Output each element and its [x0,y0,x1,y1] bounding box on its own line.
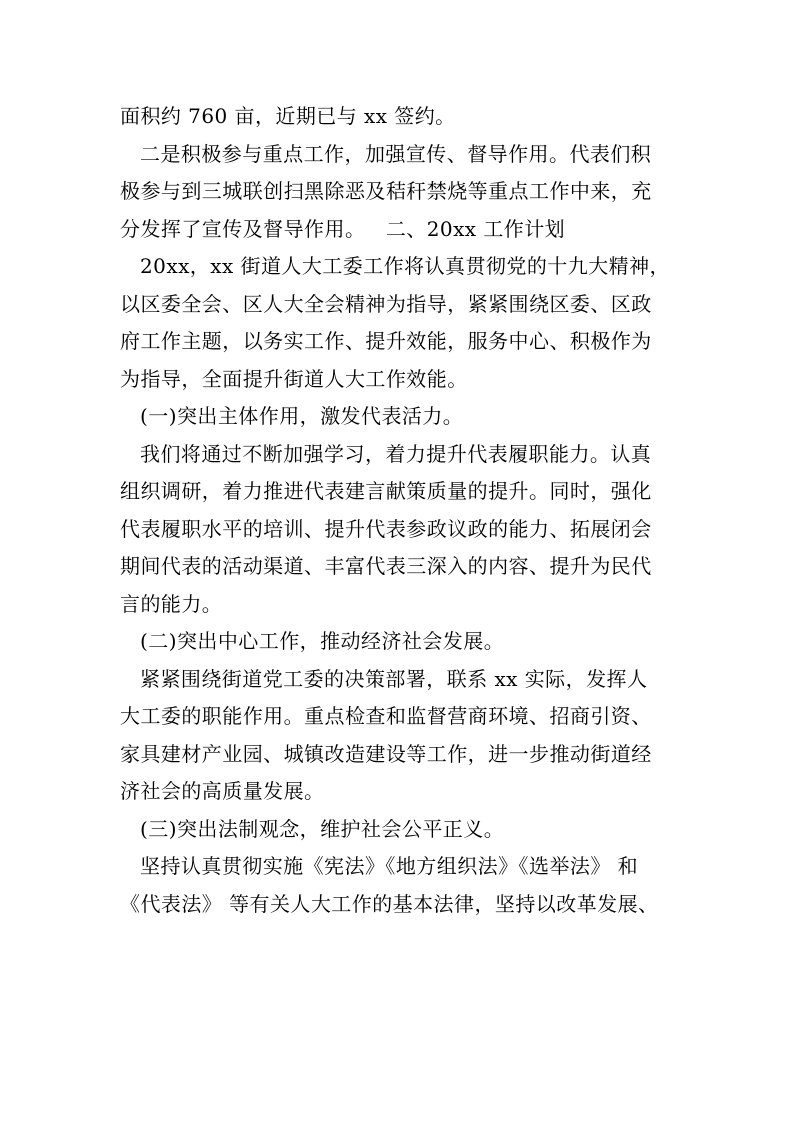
document-body [120,98,690,923]
section-heading: (三)突出法制观念，维护社会公平正义。 [140,816,505,841]
text-line: 府工作主题，以务实工作、提升效能，服务中心、积极作为 [120,329,652,353]
text-line: 为指导，全面提升街道人大工作效能。 [120,366,468,391]
text-line: 大工委的职能作用。重点检查和监督营商环境、招商引资、 [120,704,652,728]
text-line: 言的能力。 [120,591,223,616]
text-line: 紧紧围绕街道党工委的决策部署，联系 xx 实际，发挥人 [140,666,648,691]
section-heading: (二)突出中心工作，推动经济社会发展。 [140,629,505,653]
text-line: 坚持认真贯彻实施《宪法》《地方组织法》《选举法》 和 [140,854,639,878]
text-line: 济社会的高质量发展。 [120,779,325,803]
text-line: 二是积极参与重点工作，加强宣传、督导作用。代表们积 [140,141,652,166]
text-line: 期间代表的活动渠道、丰富代表三深入的内容、提升为民代 [120,554,652,578]
text-line: 极参与到三城联创扫黑除恶及秸秆禁烧等重点工作中来，充 [120,179,652,203]
text-line: 20xx，xx 街道人大工委工作将认真贯彻党的十九大精神， [140,254,670,278]
text-line: 面积约 760 亩，近期已与 xx 签约。 [120,104,456,128]
section-heading: (一)突出主体作用，激发代表活力。 [140,404,464,428]
text-line: 我们将通过不断加强学习，着力提升代表履职能力。认真 [140,441,652,466]
text-line: 代表履职水平的培训、提升代表参政议政的能力、拓展闭会 [120,516,652,541]
text-line: 组织调研，着力推进代表建言献策质量的提升。同时，强化 [120,479,652,503]
text-line: 分发挥了宣传及督导作用。 二、20xx 工作计划 [120,216,566,241]
text-line: 家具建材产业园、城镇改造建设等工作，进一步推动街道经 [120,741,652,766]
text-line: 以区委全会、区人大全会精神为指导，紧紧围绕区委、区政 [120,291,652,316]
text-line: 《代表法》 等有关人大工作的基本法律，坚持以改革发展、 [120,891,659,916]
